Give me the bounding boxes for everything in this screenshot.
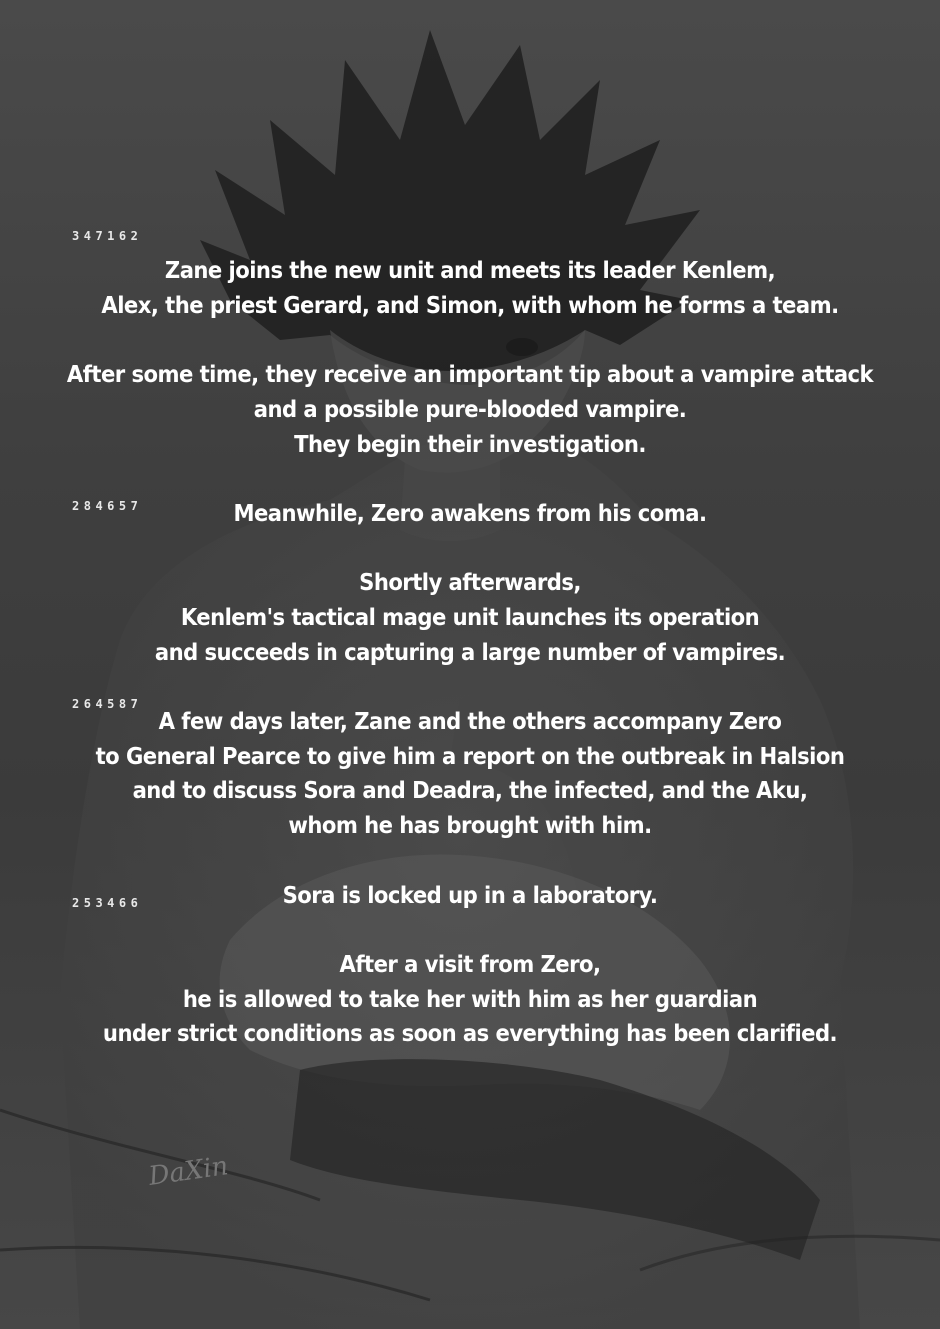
- story-paragraph: [38, 879, 903, 914]
- story-paragraph: [38, 705, 903, 844]
- margin-code: 347162: [72, 229, 143, 243]
- story-paragraph: [38, 497, 903, 532]
- story-text: [38, 254, 903, 1087]
- story-line: and a possible pure-blooded vampire.: [253, 396, 687, 423]
- story-line: Kenlem's tactical mage unit launches its operation: [180, 604, 760, 631]
- story-line: A few days later, Zane and the others accompany Zero: [158, 709, 782, 736]
- story-line: Zane joins the new unit and meets its leader Kenlem,: [164, 258, 776, 284]
- story-line: and succeeds in capturing a large number of vampires.: [154, 639, 786, 666]
- margin-code: 264587: [72, 697, 143, 711]
- margin-code: 253466: [72, 896, 143, 910]
- story-line: Alex, the priest Gerard, and Simon, with whom he forms a team.: [101, 292, 839, 319]
- story-paragraph: [38, 566, 903, 670]
- story-line: and to discuss Sora and Deadra, the infected, and the Aku,: [132, 778, 808, 805]
- story-paragraph: [38, 254, 903, 323]
- signature: DaXin: [146, 1151, 231, 1192]
- story-line: he is allowed to take her with him as her guardian: [182, 986, 758, 1013]
- story-paragraph: [38, 948, 903, 1052]
- story-line: They begin their investigation.: [294, 431, 646, 458]
- story-line: whom he has brought with him.: [288, 813, 652, 840]
- story-line: to General Pearce to give him a report on the outbreak in Halsion: [95, 743, 845, 770]
- margin-code: 284657: [72, 499, 143, 513]
- story-line: After a visit from Zero,: [339, 951, 601, 978]
- story-paragraph: [38, 358, 903, 462]
- story-line: Meanwhile, Zero awakens from his coma.: [233, 500, 707, 527]
- story-line: under strict conditions as soon as everything has been clarified.: [102, 1021, 838, 1048]
- story-line: Shortly afterwards,: [359, 570, 581, 597]
- story-line: After some time, they receive an important tip about a vampire attack: [66, 362, 874, 389]
- story-line: Sora is locked up in a laboratory.: [282, 882, 658, 909]
